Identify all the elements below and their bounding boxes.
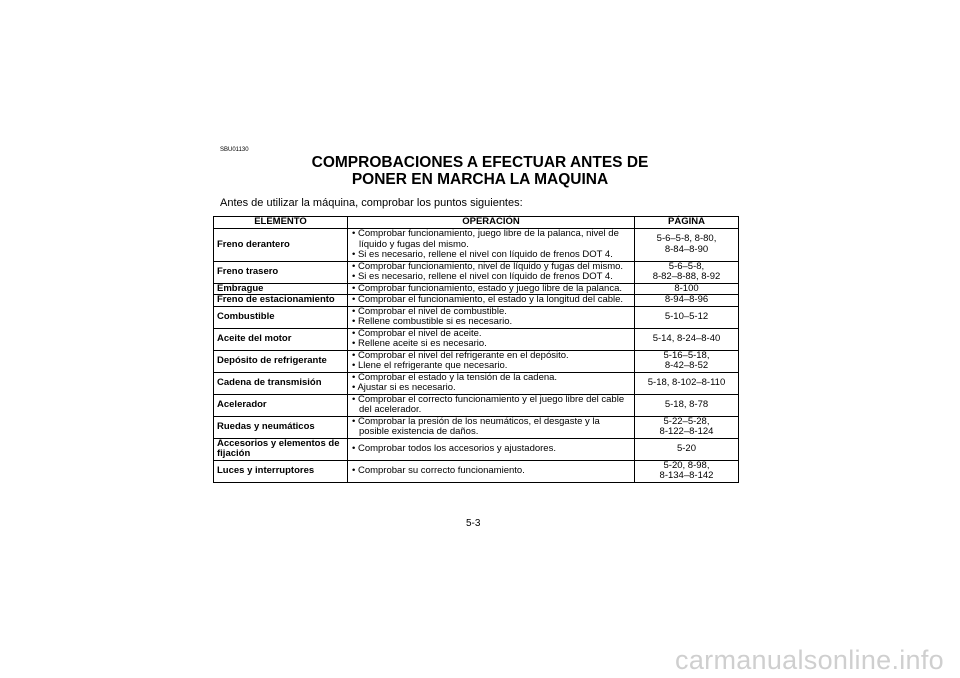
row-element: Accesorios y elementos de fijación: [214, 438, 348, 460]
row-page: [635, 306, 739, 328]
row-page: [635, 261, 739, 283]
operation-item: • Comprobar su correcto funcionamiento.: [352, 464, 525, 476]
table-header-row: [214, 217, 739, 229]
row-operation: [348, 229, 635, 262]
row-operation: [348, 328, 635, 350]
page-ref: 5-6–5-8,: [668, 260, 705, 272]
operation-item: • Comprobar funcionamiento, nivel de líquido y fugas del mismo.: [352, 260, 624, 272]
page-ref: 5-18, 8-102–8-110: [647, 376, 726, 388]
checklist-table: [213, 216, 739, 483]
row-page: [635, 394, 739, 416]
operation-item: • Comprobar el nivel de combustible.: [352, 305, 507, 317]
page-ref: 5-22–5-28,: [663, 415, 710, 427]
table-row: [214, 394, 739, 416]
page-ref: 8-82–8-88, 8-92: [652, 271, 721, 282]
row-page: [635, 372, 739, 394]
page-ref: 8-42–8-52: [664, 360, 709, 371]
row-page: [635, 438, 739, 460]
table-row: [214, 460, 739, 482]
row-operation: [348, 261, 635, 283]
page-ref: 8-134–8-142: [659, 470, 714, 481]
table-row: [214, 229, 739, 262]
row-element: Acelerador: [214, 394, 348, 416]
row-operation: [348, 416, 635, 438]
operation-item: • Ajustar si es necesario.: [352, 382, 456, 393]
row-page: [635, 283, 739, 295]
operation-item: • Comprobar funcionamiento, estado y juego libre de la palanca.: [352, 282, 623, 294]
page-ref: 5-20, 8-98,: [663, 459, 710, 471]
table-row: [214, 283, 739, 295]
page-ref: 8-94–8-96: [664, 294, 709, 305]
header-element: ELEMENTO: [214, 217, 348, 229]
table-row: [214, 416, 739, 438]
row-page: [635, 328, 739, 350]
page-ref: 8-122–8-124: [659, 426, 714, 437]
table-body: [214, 229, 739, 483]
row-page: [635, 460, 739, 482]
operation-item: • Rellene aceite si es necesario.: [352, 338, 487, 349]
operation-item: • Comprobar el estado y la tensión de la cadena.: [352, 371, 558, 383]
operation-item: • Comprobar el correcto funcionamiento y el juego libre del cable del acelerador.: [352, 393, 625, 415]
table-row: [214, 438, 739, 460]
operation-item: • Comprobar la presión de los neumáticos, el desgaste y la posible existencia de daños.: [352, 415, 600, 437]
header-page: PÁGINA: [635, 217, 739, 229]
title-line-2: PONER EN MARCHA LA MAQUINA: [351, 171, 609, 188]
row-operation: [348, 372, 635, 394]
row-element: Ruedas y neumáticos: [214, 416, 348, 438]
page-ref: 5-16–5-18,: [663, 349, 710, 361]
section-code: SBU01130: [220, 147, 249, 153]
operation-item: • Comprobar todos los accesorios y ajustadores.: [352, 442, 556, 454]
page-ref: 5-10–5-12: [664, 310, 709, 322]
title-line-1: COMPROBACIONES A EFECTUAR ANTES DE: [311, 154, 649, 171]
row-element: Combustible: [214, 306, 348, 328]
page-ref: 5-14, 8-24–8-40: [652, 332, 721, 344]
row-operation: [348, 306, 635, 328]
row-element: Aceite del motor: [214, 328, 348, 350]
page-number: 5-3: [466, 518, 481, 529]
operation-item: • Si es necesario, rellene el nivel con líquido de frenos DOT 4.: [352, 271, 613, 282]
table-row: [214, 261, 739, 283]
row-operation: [348, 394, 635, 416]
header-operation: OPERACIÓN: [348, 217, 635, 229]
row-operation: [348, 460, 635, 482]
operation-item: • Comprobar el funcionamiento, el estado y la longitud del cable.: [352, 294, 624, 305]
operation-item: • Si es necesario, rellene el nivel con líquido de frenos DOT 4.: [352, 249, 613, 260]
operation-item: • Comprobar funcionamiento, juego libre de la palanca, nivel de líquido y fugas del mismo.: [352, 228, 619, 250]
intro-text: Antes de utilizar la máquina, comprobar los puntos siguientes:: [220, 197, 523, 209]
table-row: [214, 350, 739, 372]
row-element: Luces y interruptores: [214, 460, 348, 482]
page-title: [210, 154, 750, 188]
table-row: [214, 306, 739, 328]
table-row: [214, 295, 739, 307]
row-page: [635, 350, 739, 372]
row-element: Freno derantero: [214, 229, 348, 262]
operation-item: • Comprobar el nivel de aceite.: [352, 327, 482, 339]
row-operation: [348, 438, 635, 460]
row-element: Cadena de transmisión: [214, 372, 348, 394]
row-operation: [348, 283, 635, 295]
row-page: [635, 416, 739, 438]
table-row: [214, 372, 739, 394]
table-row: [214, 328, 739, 350]
page-ref: 5-6–5-8, 8-80,: [656, 233, 717, 245]
row-element: Freno trasero: [214, 261, 348, 283]
row-element: Depósito de refrigerante: [214, 350, 348, 372]
row-page: [635, 229, 739, 262]
page-ref: 5-18, 8-78: [664, 398, 709, 410]
row-element: Embrague: [214, 283, 348, 295]
operation-item: • Llene el refrigerante que necesario.: [352, 360, 508, 371]
row-operation: [348, 295, 635, 307]
operation-item: • Comprobar el nivel del refrigerante en el depósito.: [352, 349, 569, 361]
row-page: [635, 295, 739, 307]
operation-item: • Rellene combustible si es necesario.: [352, 316, 513, 327]
row-operation: [348, 350, 635, 372]
page-ref: 8-100: [674, 282, 699, 294]
page-ref: 5-20: [676, 442, 696, 454]
page-ref: 8-84–8-90: [664, 243, 709, 255]
row-element: Freno de estacionamiento: [214, 295, 348, 307]
watermark: carmanualsonline.info: [675, 645, 944, 675]
